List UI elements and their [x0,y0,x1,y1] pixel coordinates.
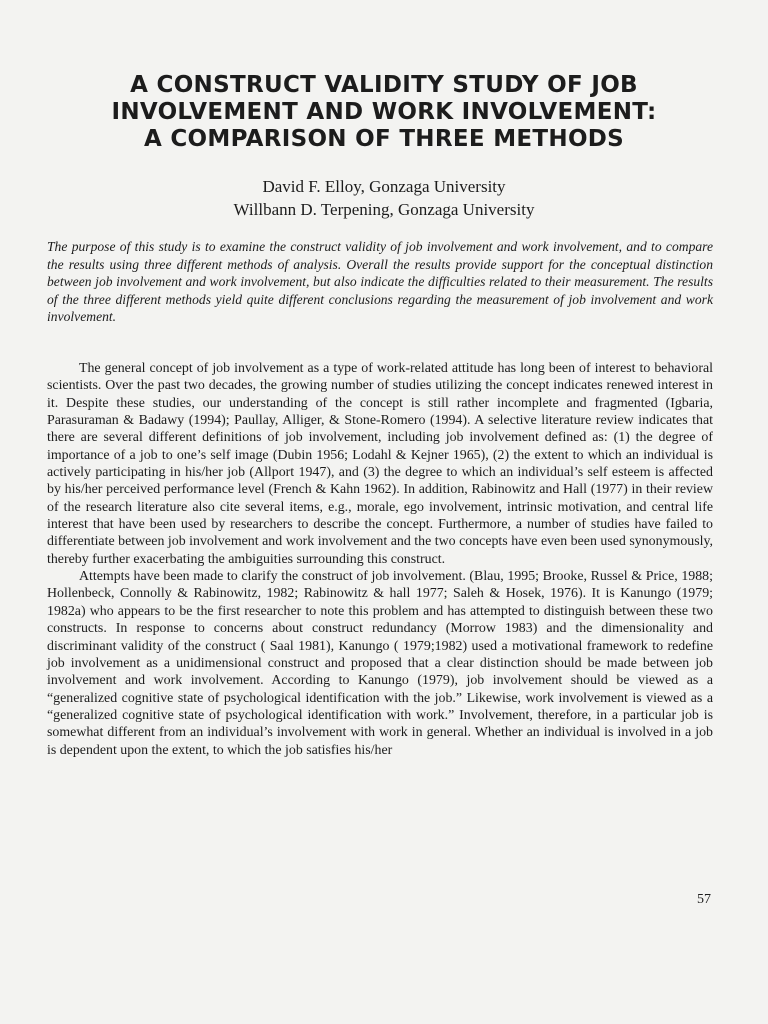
paper-title [40,72,728,153]
author-1: David F. Elloy, Gonzaga University [262,177,506,196]
page-number: 57 [697,892,711,907]
paragraph-1: The general concept of job involvement as a type of work-related attitude has long been of interest to behavioral scientists. Over the past two decades, the growing number of studies utilizing the concept indicates renewed interest in it. Despite these studies, our understanding of the concept is still rather incomplete and fragmented (Igbaria, Parasuraman & Badawy (1994); Paullay, Alliger, & Stone-Romero (1994). A selective literature review indicates that there are several different definitions of job involvement, including job involvement defined as: (1) the degree of importance of a job to one’s self image (Dubin 1956; Lodahl & Kejner 1965), (2) the extent to which an individual is actively participating in his/her job (Allport 1947), and (3) the degree to which an individual’s self esteem is affected by his/her perceived performance level (French & Kahn 1962). In addition, Rabinowitz and Hall (1977) in their review of the research literature also cite several items, e.g., morale, ego involvement, intrinsic motivation, and central life interest that have been used by researchers to describe the concept. Furthermore, a number of studies have failed to differentiate between job involvement and work involvement and the two concepts have even been used synonymously, thereby further exacerbating the ambiguities surrounding this construct. [47,361,713,567]
title-line-1: A CONSTRUCT VALIDITY STUDY OF JOB [130,72,638,98]
title-line-2: INVOLVEMENT AND WORK INVOLVEMENT: [111,99,657,125]
abstract: The purpose of this study is to examine the construct validity of job involvement and work involvement, and to compare the results using three different methods of analysis. Overall the results provide support for the conceptual distinction between job involvement and work involvement, but also indicate the difficulties related to their measurement. The results of the three different methods yield quite different conclusions regarding the measurement of job involvement and work involvement. [47,239,713,325]
title-line-3: A COMPARISON OF THREE METHODS [143,126,625,152]
paragraph-2: Attempts have been made to clarify the construct of job involvement. (Blau, 1995; Brooke, Russel & Price, 1988; Hollenbeck, Connolly & Rabinowitz, 1982; Rabinowitz & hall 1977; Saleh & Hosek, 1976). It is Kanungo (1979; 1982a) who appears to be the first researcher to note this problem and has attempted to distinguish between these two constructs. In response to concerns about construct redundancy (Morrow 1983) and the dimensionality and discriminant validity of the construct ( Saal 1981), Kanungo ( 1979;1982) used a motivational framework to redefine job involvement as a unidimensional construct and proposed that a clear distinction should be made between job involvement and work involvement. According to Kanungo (1979), job involvement should be viewed as a “generalized cognitive state of psychological identification with the job.” Likewise, work involvement is viewed as a “generalized cognitive state of psychological identification with work.” Involvement, therefore, in a particular job is somewhat different from an individual’s involvement with work in general. Whether an individual is involved in a job is dependent upon the extent, to which the job satisfies his/her [47,569,713,758]
author-2: Willbann D. Terpening, Gonzaga University [233,200,535,219]
author-list [40,175,728,221]
body-text [47,360,713,759]
